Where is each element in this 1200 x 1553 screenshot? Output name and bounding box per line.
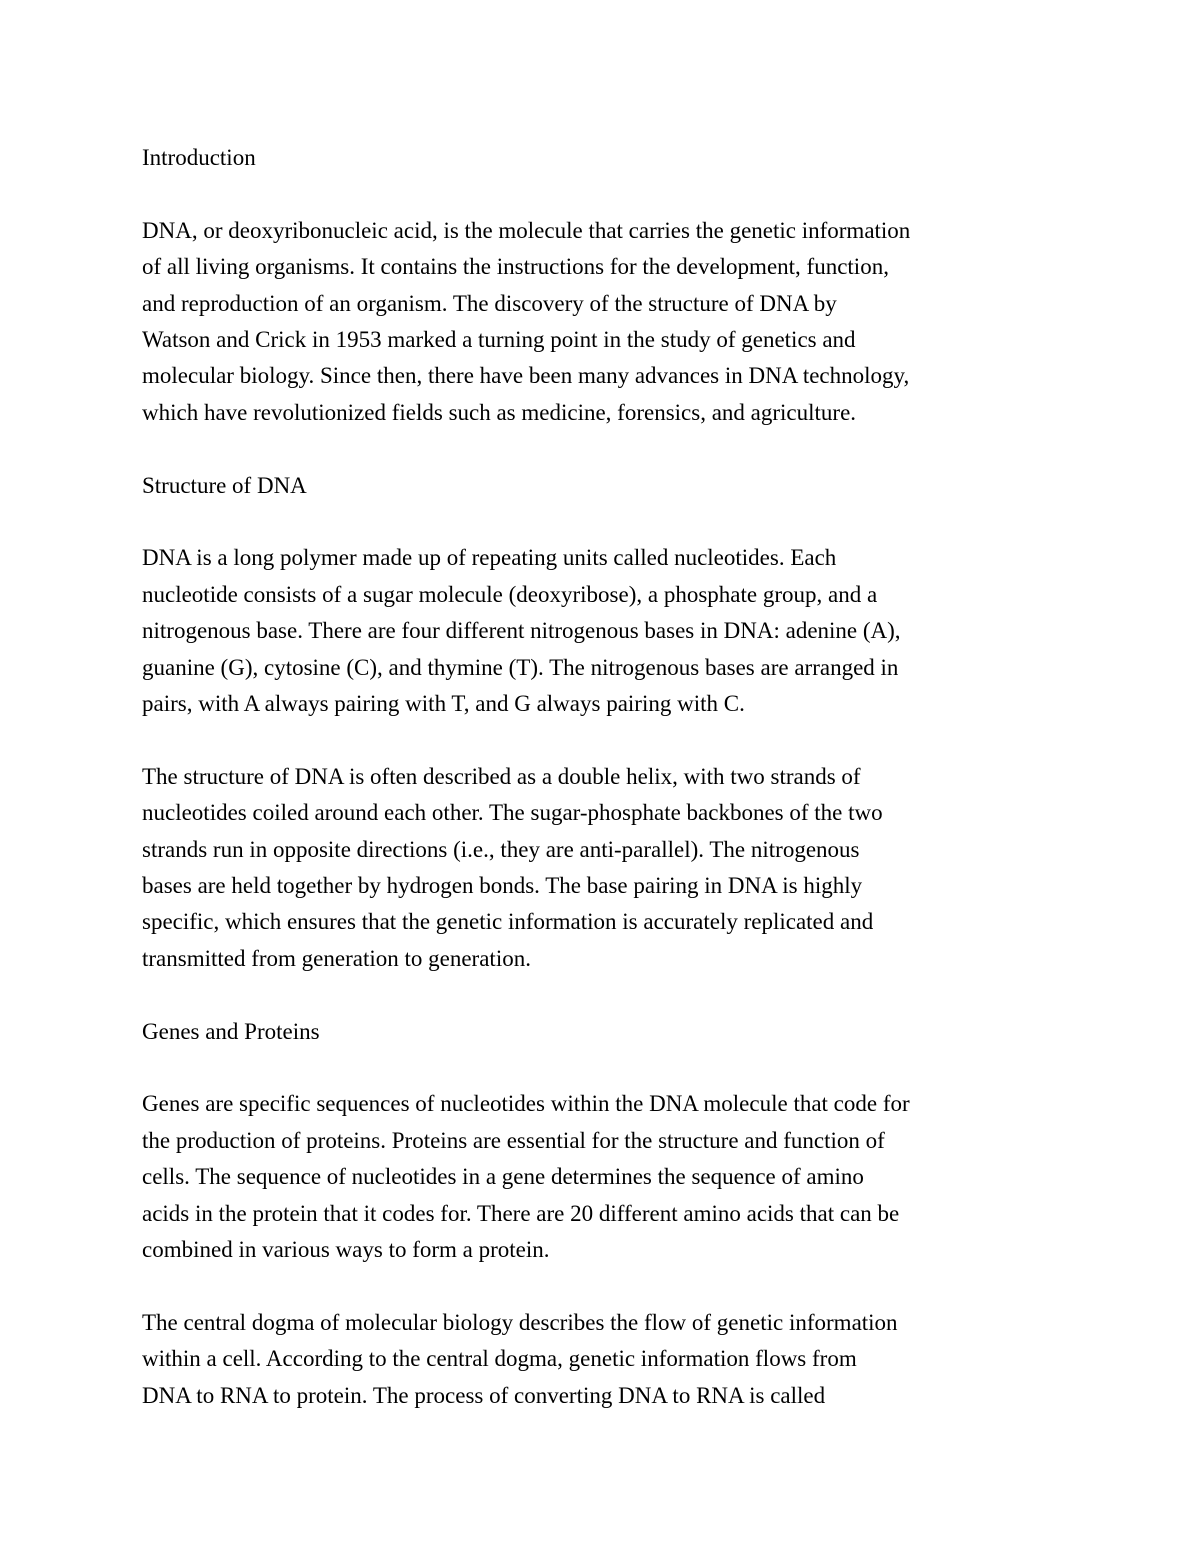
- body-paragraph: [142, 1305, 1077, 1414]
- body-paragraph: [142, 540, 1077, 722]
- heading-text: Genes and Proteins: [142, 1018, 320, 1044]
- paragraph-line: DNA is a long polymer made up of repeating units called nucleotides. Each: [142, 545, 837, 571]
- paragraph-line: guanine (G), cytosine (C), and thymine (T). The nitrogenous bases are arranged in: [142, 654, 899, 680]
- paragraph-line: DNA to RNA to protein. The process of converting DNA to RNA is called: [142, 1382, 826, 1408]
- paragraph-line: Genes are specific sequences of nucleotides within the DNA molecule that code for: [142, 1091, 910, 1117]
- paragraph-line: strands run in opposite directions (i.e., they are anti-parallel). The nitrogenous: [142, 836, 860, 862]
- paragraph-line: within a cell. According to the central dogma, genetic information flows from: [142, 1346, 857, 1372]
- paragraph-line: molecular biology. Since then, there have been many advances in DNA technology,: [142, 363, 910, 389]
- paragraph-line: of all living organisms. It contains the instructions for the development, function,: [142, 254, 889, 280]
- paragraph-line: cells. The sequence of nucleotides in a gene determines the sequence of amino: [142, 1164, 864, 1190]
- paragraph-line: transmitted from generation to generation.: [142, 945, 531, 971]
- heading-text: Structure of DNA: [142, 472, 307, 498]
- paragraph-line: acids in the protein that it codes for. There are 20 different amino acids that can be: [142, 1200, 900, 1226]
- body-paragraph: [142, 1086, 1077, 1268]
- paragraph-line: DNA, or deoxyribonucleic acid, is the molecule that carries the genetic information: [142, 217, 911, 243]
- paragraph-line: the production of proteins. Proteins are essential for the structure and function of: [142, 1127, 885, 1153]
- paragraph-line: which have revolutionized fields such as medicine, forensics, and agriculture.: [142, 399, 857, 425]
- heading-text: Introduction: [142, 145, 256, 170]
- document-body: [142, 140, 1077, 1451]
- paragraph-line: nucleotide consists of a sugar molecule (deoxyribose), a phosphate group, and a: [142, 581, 878, 607]
- paragraph-line: Watson and Crick in 1953 marked a turning point in the study of genetics and: [142, 327, 856, 353]
- section-heading: [142, 1014, 1077, 1050]
- paragraph-line: pairs, with A always pairing with T, and G always pairing with C.: [142, 691, 745, 717]
- paragraph-line: and reproduction of an organism. The discovery of the structure of DNA by: [142, 290, 837, 316]
- paragraph-line: nitrogenous base. There are four different nitrogenous bases in DNA: adenine (A),: [142, 618, 901, 644]
- paragraph-line: combined in various ways to form a protein.: [142, 1237, 550, 1263]
- body-paragraph: [142, 759, 1077, 977]
- body-paragraph: [142, 213, 1077, 431]
- paragraph-line: specific, which ensures that the genetic information is accurately replicated and: [142, 909, 874, 935]
- paragraph-line: bases are held together by hydrogen bonds. The base pairing in DNA is highly: [142, 873, 863, 899]
- section-heading: [142, 468, 1077, 504]
- paragraph-line: The central dogma of molecular biology describes the flow of genetic information: [142, 1309, 898, 1335]
- paragraph-line: The structure of DNA is often described as a double helix, with two strands of: [142, 763, 861, 789]
- section-heading: [142, 140, 1077, 176]
- paragraph-line: nucleotides coiled around each other. The sugar-phosphate backbones of the two: [142, 800, 883, 826]
